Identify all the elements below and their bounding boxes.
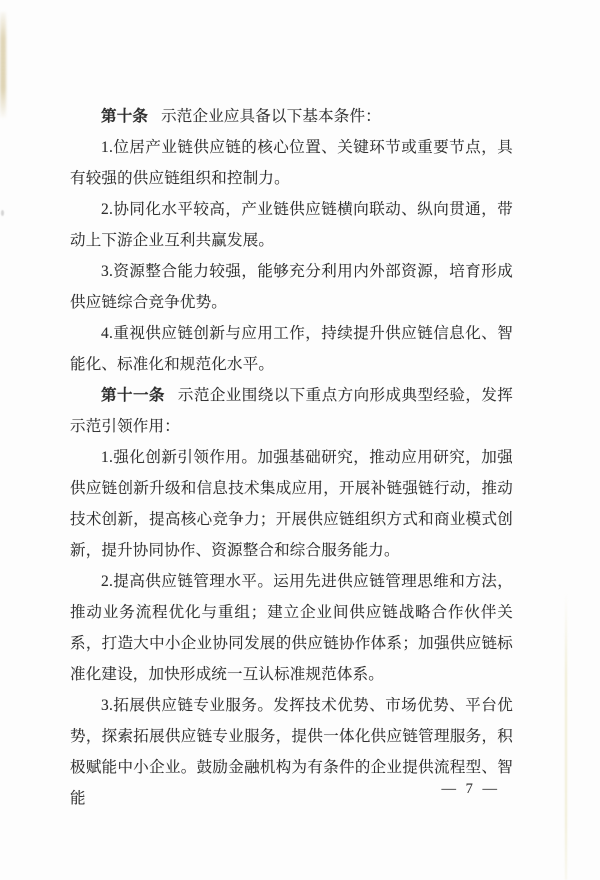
article-10-intro-text: 示范企业应具备以下基本条件：: [161, 108, 381, 125]
article-11-heading-paragraph: [70, 380, 513, 442]
article-10-heading-paragraph: [70, 101, 513, 132]
page-number: — 7 —: [441, 781, 500, 797]
article-11-item-3: 3.拓展供应链专业服务。发挥技术优势、市场优势、平台优势，探索拓展供应链专业服务，提供一体化供应链管理服务，积极赋能中小企业。鼓励金融机构为有条件的企业提供流程型、智能: [70, 697, 513, 807]
article-10-item-4: 4.重视供应链创新与应用工作，持续提升供应链信息化、智能化、标准化和规范化水平。: [70, 325, 513, 373]
scan-artifact-left-edge: [0, 12, 6, 118]
article-11-intro-text: 示范企业围绕以下重点方向形成典型经验，发挥示范引领作用：: [70, 387, 513, 435]
scan-artifact-right-crease: [565, 592, 567, 880]
article-10-item-3: 3.资源整合能力较强，能够充分利用内外部资源，培育形成供应链综合竞争优势。: [70, 263, 513, 311]
scan-artifact-speck: [1, 210, 4, 216]
article-11-number: 第十一条: [101, 387, 165, 404]
document-body: [70, 101, 513, 814]
article-11-item-2: 2.提高供应链管理水平。运用先进供应链管理思维和方法，推动业务流程优化与重组；建立企业间供应链战略合作伙伴关系，打造大中小企业协同发展的供应链协作体系；加强供应链标准化建设，加快形成统一互认标准规范体系。: [70, 573, 513, 683]
article-10-number: 第十条: [101, 108, 149, 125]
article-10-item-1: 1.位居产业链供应链的核心位置、关键环节或重要节点，具有较强的供应链组织和控制力。: [70, 139, 513, 187]
article-10-item-2: 2.协同化水平较高，产业链供应链横向联动、纵向贯通，带动上下游企业互利共赢发展。: [70, 201, 513, 249]
article-11-item-1: 1.强化创新引领作用。加强基础研究，推动应用研究，加强供应链创新升级和信息技术集成应用，开展补链强链行动，推动技术创新，提高核心竞争力；开展供应链组织方式和商业模式创新，提升协同协作、资源整合和综合服务能力。: [70, 449, 513, 559]
